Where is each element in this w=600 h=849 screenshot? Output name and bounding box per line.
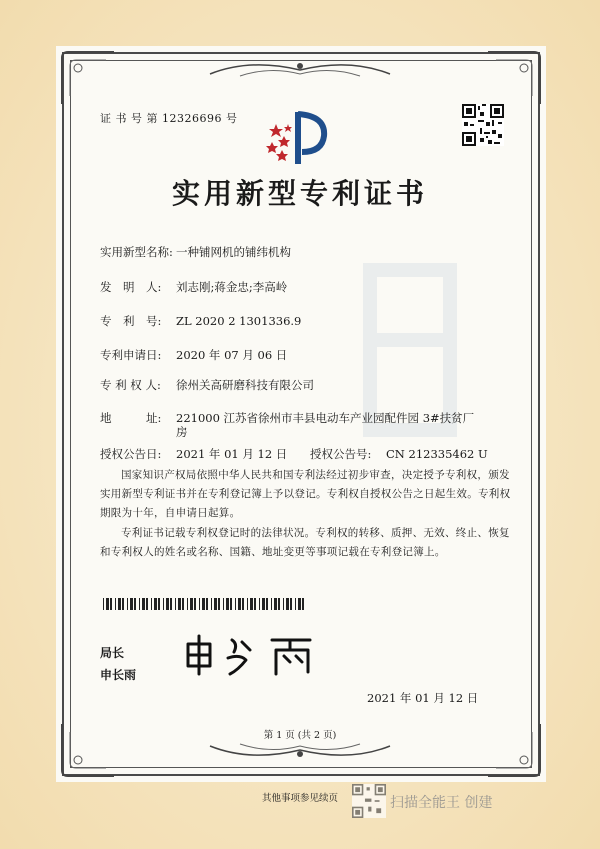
footer-note: 其他事项参见续页	[261, 793, 338, 804]
certificate-title: 实用新型专利证书	[171, 177, 428, 210]
qr-code-icon	[462, 104, 504, 146]
watermark-text: 扫描全能王 创建	[390, 795, 493, 811]
field-value: 2020 年 07 月 06 日	[176, 348, 288, 362]
director-signature	[180, 630, 360, 678]
field-value: ZL 2020 2 1301336.9	[176, 314, 302, 328]
certificate-number-label: 证 书 号 第	[100, 112, 158, 125]
director-name: 申长雨	[100, 668, 137, 682]
issue-date: 2021 年 01 月 12 日	[367, 691, 479, 705]
grant-date-label: 授权公告日:	[100, 447, 162, 461]
certificate-number-value: 12326696	[162, 112, 222, 125]
field-row-inventors	[100, 279, 287, 295]
watermark-qr-code-icon	[352, 784, 386, 818]
field-label: 专 利 号:	[100, 314, 162, 328]
field-label: 专利申请日:	[100, 348, 162, 362]
grant-statement-paragraph: 国家知识产权局依照中华人民共和国专利法经过初步审查，决定授予专利权，颁发实用新型专利证书并在专利登记簿上予以登记。专利权自授权公告之日起生效。专利权期限为十年，自申请日起算。	[100, 469, 511, 519]
field-row-utility-model-name	[100, 244, 291, 260]
corner-ornament-top-left	[58, 48, 118, 108]
barcode-icon	[103, 598, 307, 610]
certificate-number-suffix: 号	[226, 112, 238, 125]
field-row-patentee	[100, 377, 314, 393]
field-label: 发 明 人:	[100, 280, 162, 294]
field-row-patent-number	[100, 313, 301, 329]
field-value: 一种铺网机的铺纬机构	[176, 245, 291, 259]
field-value: 徐州关高研磨科技有限公司	[176, 378, 314, 392]
certificate-number	[100, 110, 238, 126]
top-ornament	[200, 56, 400, 82]
field-label: 地 址:	[100, 411, 162, 425]
bottom-ornament	[200, 738, 400, 764]
grant-date-value: 2021 年 01 月 12 日	[176, 447, 288, 461]
field-row-address-continued	[100, 424, 188, 440]
field-label: 实用新型名称:	[100, 245, 173, 259]
director-title: 局长	[100, 646, 125, 660]
field-row-grant	[100, 446, 488, 462]
grant-number-value: CN 212335462 U	[386, 447, 488, 461]
grant-number-label: 授权公告号:	[310, 447, 372, 461]
page-number: 第 1 页 (共 2 页)	[263, 730, 337, 741]
corner-ornament-top-right	[484, 48, 544, 108]
field-value: 刘志刚;蒋金忠;李高岭	[176, 280, 288, 294]
field-value: 221000 江苏省徐州市丰县电动车产业园配件园 3#扶贫厂	[176, 411, 475, 425]
field-value: 房	[176, 425, 188, 439]
legal-status-paragraph: 专利证书记载专利权登记时的法律状况。专利权的转移、质押、无效、终止、恢复和专利权人的姓名或名称、国籍、地址变更等事项记载在专利登记簿上。	[100, 527, 510, 558]
patent-office-emblem-icon	[262, 102, 332, 172]
field-row-application-date	[100, 347, 287, 363]
field-label: 专 利 权 人:	[100, 378, 161, 392]
